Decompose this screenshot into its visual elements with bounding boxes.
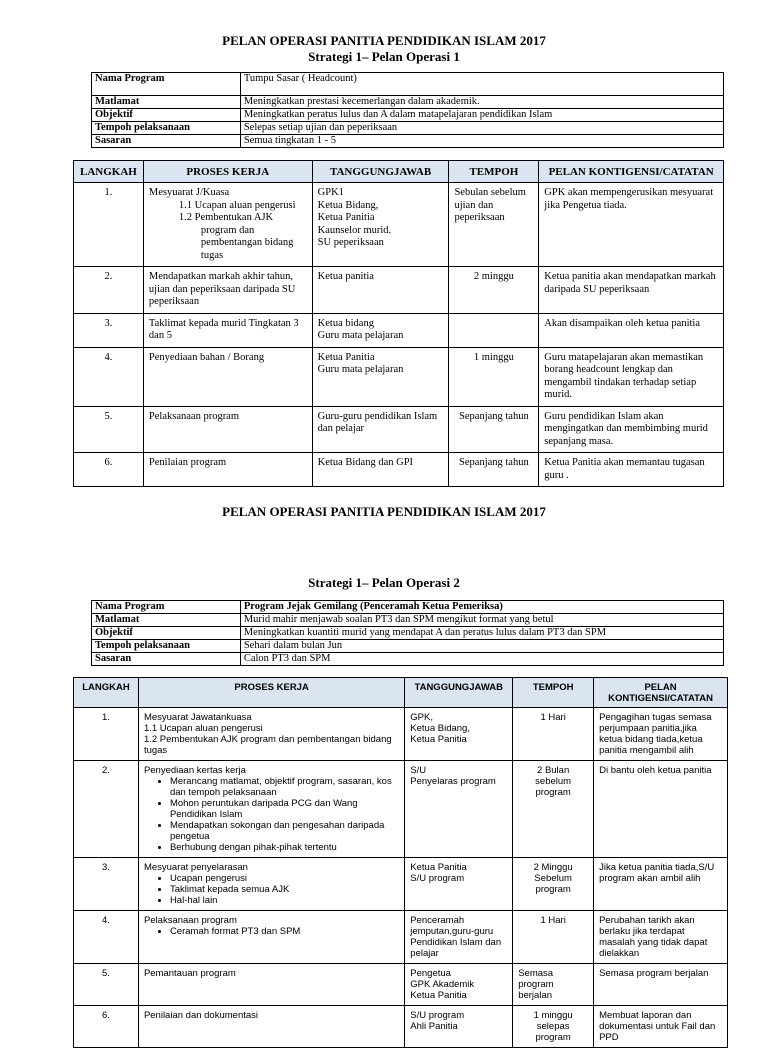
info-row xyxy=(92,122,724,135)
info-key: Nama Program xyxy=(92,73,241,96)
info-row xyxy=(92,653,724,666)
responsible-cell xyxy=(405,1006,513,1048)
info-value: Meningkatkan kuantiti murid yang mendapat A dan peratus lulus dalam PT3 dan SPM xyxy=(240,627,723,640)
note-cell: Ketua panitia akan mendapatkan markah daripada SU peperiksaan xyxy=(539,267,724,314)
period-cell: Sebulan sebelum ujian dan peperiksaan xyxy=(449,183,539,267)
responsible-line: Pengetua xyxy=(410,968,451,979)
step-number: 4. xyxy=(74,911,139,964)
header-tempoh: TEMPOH xyxy=(449,161,539,183)
table-row xyxy=(74,1006,728,1048)
header-tanggungjawab: TANGGUNGJAWAB xyxy=(312,161,449,183)
note-cell: Membuat laporan dan dokumentasi untuk Fail dan PPD xyxy=(594,1006,728,1048)
bullet-item: • Berhubung dengan pihak-pihak tertentu xyxy=(170,842,399,853)
process-subitem: 1.1 Ucapan aluan pengerusi xyxy=(143,723,263,734)
table-row xyxy=(74,761,728,858)
info-value: Tumpu Sasar ( Headcount) xyxy=(240,73,723,96)
responsible-line: S/U program xyxy=(410,873,465,884)
process-subitem: 1.1 Ucapan aluan pengerusi xyxy=(178,199,296,211)
responsible-cell xyxy=(312,347,449,406)
bullet-item: • Merancang matlamat, objektif program, sasaran, kos dan tempoh pelaksanaan xyxy=(170,776,399,798)
responsible-line: GPK Akademik xyxy=(410,979,475,990)
step-number: 3. xyxy=(74,858,139,911)
process-cell: Penilaian dan dokumentasi xyxy=(138,1006,404,1048)
note-cell: Di bantu oleh ketua panitia xyxy=(594,761,728,858)
process-cell xyxy=(138,858,404,911)
info-value: Calon PT3 dan SPM xyxy=(240,653,723,666)
process-cell: Penilaian program xyxy=(143,453,312,487)
note-cell: Akan disampaikan oleh ketua panitia xyxy=(539,313,724,347)
responsible-cell: Guru-guru pendidikan Islam dan pelajar xyxy=(312,406,449,453)
header-catatan: PELAN KONTIGENSI/CATATAN xyxy=(539,161,724,183)
header-proses-kerja: PROSES KERJA xyxy=(138,678,404,708)
note-cell: Guru matapelajaran akan memastikan borang headcount lengkap dan mengambil tindakan terhadap setiap murid. xyxy=(539,347,724,406)
table-row xyxy=(74,313,724,347)
info-row xyxy=(92,96,724,109)
info-row xyxy=(92,109,724,122)
process-cell xyxy=(143,183,312,267)
operation-plan-table-1 xyxy=(73,160,724,487)
table-header-row xyxy=(74,678,728,708)
process-cell: Mendapatkan markah akhir tahun, ujian dan peperiksaan daripada SU peperiksaan xyxy=(143,267,312,314)
bullet-item: • Taklimat kepada semua AJK xyxy=(170,884,399,895)
info-value: Meningkatkan peratus lulus dan A dalam matapelajaran pendidikan Islam xyxy=(240,109,723,122)
process-subitem: 1.2 Pembentukan AJK xyxy=(178,212,274,223)
note-cell: Semasa program berjalan xyxy=(594,964,728,1006)
period-cell: 1 minggu xyxy=(449,347,539,406)
note-cell: Jika ketua panitia tiada,S/U program akan ambil alih xyxy=(594,858,728,911)
step-number: 4. xyxy=(74,347,144,406)
bullet-item: • Ceramah format PT3 dan SPM xyxy=(170,926,399,937)
period-cell: 2 Bulan sebelum program xyxy=(513,761,594,858)
table-row xyxy=(74,267,724,314)
responsible-cell xyxy=(405,858,513,911)
page-subtitle: Strategi 1– Pelan Operasi 1 xyxy=(308,49,460,64)
period-cell: Sepanjang tahun xyxy=(449,453,539,487)
process-text: Penyediaan kertas kerja xyxy=(143,765,246,776)
table-row xyxy=(74,708,728,761)
responsible-line: Ketua Panitia xyxy=(410,862,467,873)
process-text: Mesyuarat Jawatankuasa xyxy=(143,712,252,723)
header-tempoh: TEMPOH xyxy=(513,678,594,708)
responsible-line: Ketua Panitia xyxy=(410,990,467,1001)
responsible-cell xyxy=(405,964,513,1006)
bullet-item: • Mohon peruntukan daripada PCG dan Wang Pendidikan Islam xyxy=(170,798,399,820)
responsible-line: Ketua Panitia xyxy=(410,734,467,745)
info-key: Nama Program xyxy=(92,601,241,614)
responsible-line: Ketua Panitia xyxy=(317,212,375,223)
responsible-line: Ketua bidang xyxy=(317,317,374,329)
period-cell: 1 Hari xyxy=(513,708,594,761)
responsible-cell xyxy=(312,183,449,267)
info-key: Sasaran xyxy=(92,135,241,148)
process-text: Mesyuarat J/Kuasa xyxy=(148,187,230,198)
responsible-line: GPK1 xyxy=(317,187,344,198)
responsible-line: Ketua Bidang, xyxy=(317,199,379,211)
table-row xyxy=(74,347,724,406)
period-cell: Semasa program berjalan xyxy=(513,964,594,1006)
step-number: 5. xyxy=(74,406,144,453)
note-cell: Guru pendidikan Islam akan mengingatkan dan membimbing murid sepanjang masa. xyxy=(539,406,724,453)
info-key: Matlamat xyxy=(92,614,241,627)
info-row xyxy=(92,73,724,96)
step-number: 6. xyxy=(74,453,144,487)
table-row xyxy=(74,453,724,487)
info-value: Sehari dalam bulan Jun xyxy=(240,640,723,653)
step-number: 1. xyxy=(74,708,139,761)
page-subtitle: Strategi 1– Pelan Operasi 2 xyxy=(308,575,460,590)
responsible-cell: Penceramah jemputan,guru-guru Pendidikan Islam dan pelajar xyxy=(405,911,513,964)
note-cell: GPK akan mempengerusikan mesyuarat jika Pengetua tiada. xyxy=(539,183,724,267)
responsible-cell xyxy=(405,761,513,858)
responsible-line: Kaunselor murid. xyxy=(317,224,392,236)
step-number: 3. xyxy=(74,313,144,347)
note-cell: Ketua Panitia akan memantau tugasan guru . xyxy=(539,453,724,487)
process-cell xyxy=(138,708,404,761)
responsible-line: SU peperiksaan xyxy=(317,237,384,248)
info-key: Objektif xyxy=(92,109,241,122)
table-row xyxy=(74,911,728,964)
info-value: Murid mahir menjawab soalan PT3 dan SPM mengikut format yang betul xyxy=(240,614,723,627)
bullet-item: • Hal-hal lain xyxy=(170,895,399,906)
responsible-cell xyxy=(405,708,513,761)
note-cell: Perubahan tarikh akan berlaku jika terdapat masalah yang tidak dapat dielakkan xyxy=(594,911,728,964)
responsible-cell: Ketua Bidang dan GPI xyxy=(312,453,449,487)
table-row xyxy=(74,406,724,453)
info-key: Tempoh pelaksanaan xyxy=(92,640,241,653)
process-text: Mesyuarat penyelarasan xyxy=(143,862,248,873)
info-row xyxy=(92,614,724,627)
period-cell xyxy=(449,313,539,347)
responsible-line: GPK, xyxy=(410,712,433,723)
step-number: 1. xyxy=(74,183,144,267)
info-key: Tempoh pelaksanaan xyxy=(92,122,241,135)
process-subitem: 1.2 Pembentukan AJK program dan pembentangan bidang tugas xyxy=(143,734,392,756)
info-value: Semua tingkatan 1 - 5 xyxy=(240,135,723,148)
process-cell: Pemantauan program xyxy=(138,964,404,1006)
period-cell: 1 minggu selepas program xyxy=(513,1006,594,1048)
info-row xyxy=(92,135,724,148)
responsible-line: Ketua Panitia xyxy=(317,351,375,363)
info-row xyxy=(92,601,724,614)
bullet-item: • Ucapan pengerusi xyxy=(170,873,399,884)
info-value: Program Jejak Gemilang (Penceramah Ketua Pemeriksa) xyxy=(240,601,723,614)
info-value: Meningkatkan prestasi kecemerlangan dalam akademik. xyxy=(240,96,723,109)
step-number: 5. xyxy=(74,964,139,1006)
process-cell: Taklimat kepada murid Tingkatan 3 dan 5 xyxy=(143,313,312,347)
header-langkah: LANGKAH xyxy=(74,678,139,708)
program-info-table-1 xyxy=(91,72,724,148)
process-subitem: tugas xyxy=(200,249,224,261)
header-catatan: PELAN KONTIGENSI/CATATAN xyxy=(594,678,728,708)
header-tanggungjawab: TANGGUNGJAWAB xyxy=(405,678,513,708)
process-cell xyxy=(138,911,404,964)
process-cell: Penyediaan bahan / Borang xyxy=(143,347,312,406)
header-proses-kerja: PROSES KERJA xyxy=(143,161,312,183)
page-title: PELAN OPERASI PANITIA PENDIDIKAN ISLAM 2017 xyxy=(222,33,546,48)
period-cell: 2 minggu xyxy=(449,267,539,314)
responsible-line: Penyelaras program xyxy=(410,776,496,787)
process-text: Pelaksanaan program xyxy=(143,915,237,926)
step-number: 2. xyxy=(74,761,139,858)
responsible-line: Ketua Bidang, xyxy=(410,723,470,734)
period-cell: Sepanjang tahun xyxy=(449,406,539,453)
info-row xyxy=(92,640,724,653)
process-subitem: pembentangan bidang xyxy=(200,237,294,248)
operation-plan-table-2 xyxy=(73,677,728,1048)
step-number: 6. xyxy=(74,1006,139,1048)
header-langkah: LANGKAH xyxy=(74,161,144,183)
info-key: Objektif xyxy=(92,627,241,640)
period-cell: 1 Hari xyxy=(513,911,594,964)
process-subitem: program dan xyxy=(200,224,255,236)
bullet-item: • Mendapatkan sokongan dan pengesahan daripada pengetua xyxy=(170,820,399,842)
info-value: Selepas setiap ujian dan peperiksaan xyxy=(240,122,723,135)
step-number: 2. xyxy=(74,267,144,314)
note-cell: Pengagihan tugas semasa perjumpaan panitia,jika ketua bidang tiada,ketua panitia mengambil alih xyxy=(594,708,728,761)
table-header-row xyxy=(74,161,724,183)
responsible-cell: Ketua panitia xyxy=(312,267,449,314)
responsible-line: Guru mata pelajaran xyxy=(317,330,404,341)
info-row xyxy=(92,627,724,640)
responsible-line: Ahli Panitia xyxy=(410,1021,458,1032)
table-row xyxy=(74,858,728,911)
info-key: Matlamat xyxy=(92,96,241,109)
responsible-line: Guru mata pelajaran xyxy=(317,364,404,375)
responsible-cell xyxy=(312,313,449,347)
program-info-table-2 xyxy=(91,600,724,666)
responsible-line: S/U xyxy=(410,765,427,776)
info-key: Sasaran xyxy=(92,653,241,666)
table-row xyxy=(74,183,724,267)
period-cell: 2 Minggu Sebelum program xyxy=(513,858,594,911)
responsible-line: S/U program xyxy=(410,1010,465,1021)
page-title: PELAN OPERASI PANITIA PENDIDIKAN ISLAM 2017 xyxy=(222,504,546,519)
process-cell xyxy=(138,761,404,858)
table-row xyxy=(74,964,728,1006)
process-cell: Pelaksanaan program xyxy=(143,406,312,453)
